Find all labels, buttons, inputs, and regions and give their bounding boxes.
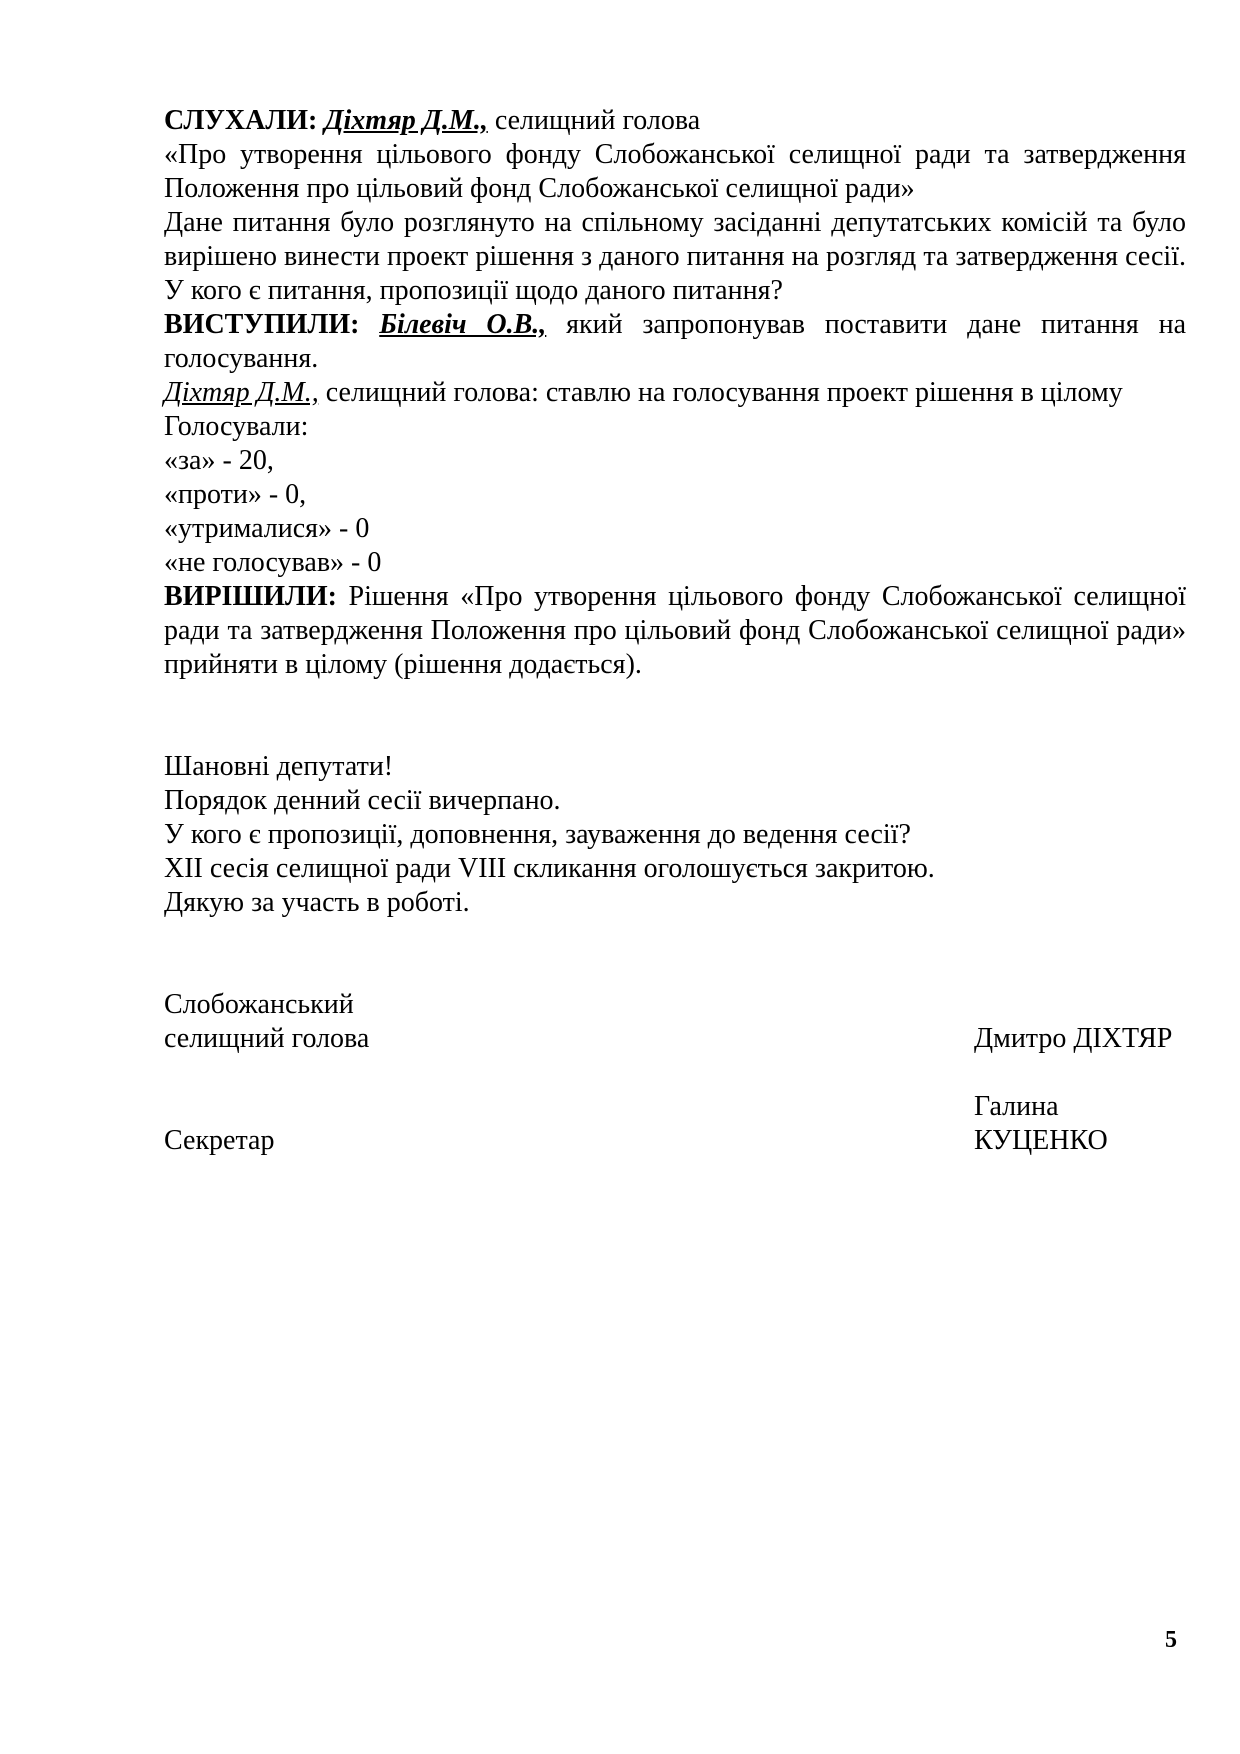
agenda-topic: «Про утворення цільового фонду Слобожанської селищної ради та затвердження Положення про цільовий фонд Слобожанської селищної ради» xyxy=(164,139,1186,204)
vote-for: «за» - 20, xyxy=(164,445,274,476)
heard-role: селищний голова xyxy=(487,105,701,136)
head-title-line2: селищний голова xyxy=(164,1023,370,1054)
signature-block xyxy=(164,988,1186,1158)
spoke-text: який запропонував поставити дане питання на голосування. xyxy=(164,309,1187,374)
chair-person: Діхтяр Д.М., xyxy=(164,377,319,408)
chair-text: селищний голова: ставлю на голосування проект рішення в цілому xyxy=(318,377,1123,408)
vote-not-voted: «не голосував» - 0 xyxy=(164,547,382,578)
heard-person: Діхтяр Д.М., xyxy=(324,105,488,136)
decided-line xyxy=(164,580,1186,682)
spoke-label: ВИСТУПИЛИ: xyxy=(164,309,360,340)
closing-question: У кого є пропозиції, доповнення, зауваження до ведення сесії? xyxy=(164,819,911,850)
vote-against: «проти» - 0, xyxy=(164,479,307,510)
head-title xyxy=(164,988,974,1056)
spoke-line xyxy=(164,308,1186,376)
spacer xyxy=(164,920,1186,988)
closing-agenda-done: Порядок денний сесії вичерпано. xyxy=(164,785,561,816)
spacer xyxy=(164,682,1186,750)
chair-line xyxy=(164,376,1186,410)
vote-abstained: «утрималися» - 0 xyxy=(164,513,370,544)
closing-session-closed: ХІІ сесія селищної ради VIII скликання оголошується закритою. xyxy=(164,853,935,884)
head-title-line1: Слобожанський xyxy=(164,989,354,1020)
closing-greeting: Шановні депутати! xyxy=(164,751,394,782)
closing-thanks: Дякую за участь в роботі. xyxy=(164,887,470,918)
topic-description: Дане питання було розглянуто на спільному засіданні депутатських комісій та було вирішено винести проект рішення з даного питання на розгляд та затвердження сесії. У кого є питання, пропозиції щодо даного питання? xyxy=(164,207,1186,306)
decided-label: ВИРІШИЛИ: xyxy=(164,581,337,612)
heard-line xyxy=(164,104,1186,138)
document-page xyxy=(164,104,1186,1158)
secretary-title: Секретар xyxy=(164,1125,275,1156)
head-name: Дмитро ДІХТЯР xyxy=(974,1023,1173,1054)
spoke-person: Білевіч О.В., xyxy=(379,309,547,340)
secretary-name: Галина КУЦЕНКО xyxy=(974,1091,1108,1156)
decided-text: Рішення «Про утворення цільового фонду Слобожанської селищної ради та затвердження Положення про цільовий фонд Слобожанської селищної ради» прийняти в цілому (рішення додається). xyxy=(164,581,1186,680)
spacer xyxy=(164,1056,1186,1090)
heard-label: СЛУХАЛИ: xyxy=(164,105,318,136)
voted-label: Голосували: xyxy=(164,411,309,442)
page-number: 5 xyxy=(1165,1627,1177,1653)
